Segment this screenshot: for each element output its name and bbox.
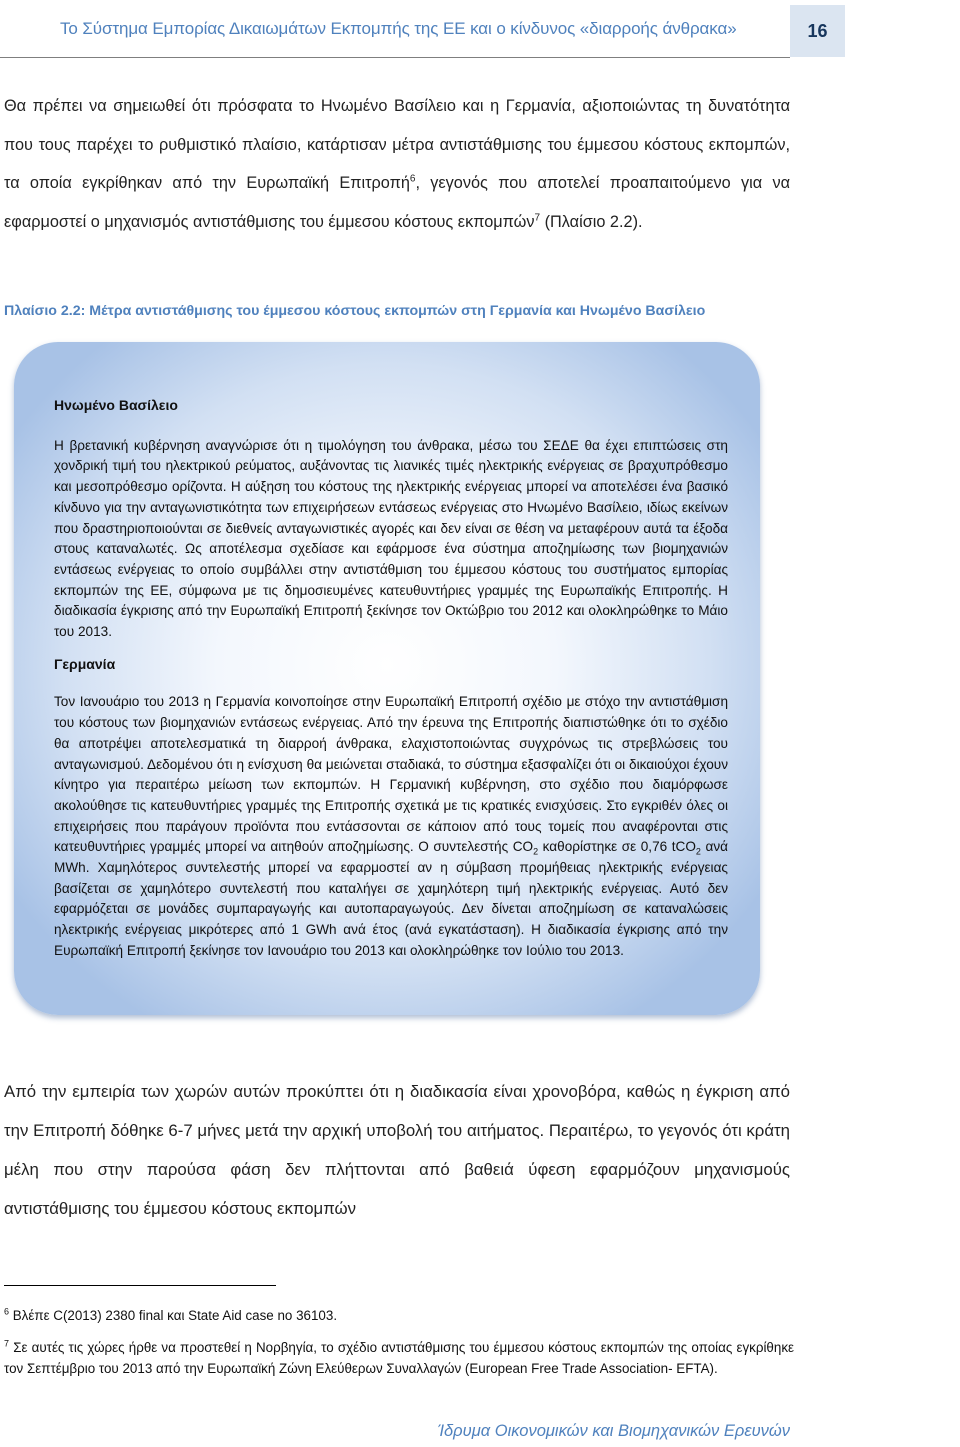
footnote-ref-6[interactable]: 6 [409,173,416,185]
conclusion-paragraph: Από την εμπειρία των χωρών αυτών προκύπτει ότι η διαδικασία είναι χρονοβόρα, καθώς η έγκριση από την Επιτροπή δόθηκε 6-7 μήνες μετά την αρχική υποβολή του αιτήματος. Περαιτέρω, το γεγονός ότι κράτη μέλη που στην παρούσα φάση δεν πλήττονται από βαθειά ύφεση εφαρμόζουν μηχανισμούς αντιστάθμισης του έμμεσου κόστους εκπομπών [4,1082,790,1218]
textbox-content [54,395,728,962]
footnote-6: $^6$ Βλέπε C(2013) 2380 final και State Aid case no 36103. [4,1306,338,1323]
box-caption: Πλαίσιο 2.2: Μέτρα αντιστάθμισης του έμμεσου κόστους εκπομπών στη Γερμανία και Ηνωμένο Βασίλειο [4,303,706,319]
uk-text: Η βρετανική κυβέρνηση αναγνώρισε ότι η τιμολόγηση του άνθρακα, μέσω του ΣΕΔΕ θα έχει επιπτώσεις στη χονδρική τιμή του ηλεκτρικού ρεύματος, αυξάνοντας τις λιανικές τιμές ηλεκτρικής ενέργειας σε βραχυπρόθεσμο και μεσοπρόθεσμο ορίζοντα. Η αύξηση του κόστους της ηλεκτρικής ενέργειας μπορεί να αποτελέσει ένα βασικό κίνδυνο για την ανταγωνιστικότητα των επιχειρήσεων εντάσεως ενέργειας στο Ηνωμένο Βασίλειο, ιδίως εκείνων που δραστηριοποιούνται σε διεθνείς ανταγωνιστικές αγορές και δεν είναι σε θέση να μεταφέρουν αυτά τα έξοδα στους καταναλωτές. Ως αποτέλεσμα σχεδίασε και εφάρμοσε ένα σύστημα αποζημίωσης των βιομηχανιών εντάσεως ενέργειας το οποίο συμβάλλει στην αντιστάθμιση του έμμεσου κόστους του συστήματος εμπορίας εκπομπών της ΕΕ, σύμφωνα με τις δημοσιευμένες κατευθυντήριες γραμμές της Ευρωπαϊκής Επιτροπής. Η διαδικασία έγκρισης από την Ευρωπαϊκή Επιτροπή ξεκίνησε τον Οκτώβριο του 2012 και ολοκληρώθηκε το Μάιο του 2013. [54,437,728,640]
running-header-title: Το Σύστημα Εμπορίας Δικαιωμάτων Εκπομπής της ΕΕ και ο κίνδυνος «διαρροής άνθρακα» [60,19,737,38]
footnote-ref-7[interactable]: 7 [534,212,541,224]
page-number: 16 [790,5,845,57]
germany-text: Τον Ιανουάριο του 2013 η Γερμανία κοινοποίησε στην Ευρωπαϊκή Επιτροπή σχέδιο με στόχο την αντιστάθμιση του κόστους των βιομηχανιών εντάσεως ενέργειας. Από την έρευνα της Επιτροπής διαπιστώθηκε ότι το σχέδιο θα αποτρέψει αποτελεσματικά τη διαρροή άνθρακα, ελαχιστοποιώντας συγχρόνως τις στρεβλώσεις του ανταγωνισμού. Δεδομένου ότι η ενίσχυση θα μειώνεται σταδιακά, το σύστημα εξασφαλίζει ότι οι δικαιούχοι έχουν κίνητρο για περαιτέρω μείωση των εκπομπών. Η Γερμανική κυβέρνηση, στο σχέδιο που διαμόρφωσε ακολούθησε τις κατευθυντήριες γραμμές της Επιτροπής σχετικά με τις κρατικές ενισχύσεις. Στο εγκριθέν όλες οι επιχειρήσεις που παράγουν προϊόντα που εντάσσονται σε κάποιον από τους τομείς που αναφέρονται στις κατευθυντήριες γραμμές μπορεί να αιτηθούν αποζημίωσης. Ο συντελεστής $CO_2$ καθορίστηκε σε 0,76 tCO$_2$ ανά MWh. Χαμηλότερος συντελεστής μπορεί να εφαρμοστεί αν η σύμβαση προμήθειας ηλεκτρικής ενέργειας βασίζεται σε χαμηλότερο συντελεστή που καταλήγει σε χαμηλότερη τιμή ηλεκτρικής ενέργειας. Αυτό δεν εφαρμόζεται σε μονάδες συμπαραγωγής και αυτοπαραγωγούς. Δεν δίνεται αποζημίωση σε καταναλώσεις ηλεκτρικής ενέργειας μικρότερες από 1 GWh ανά έτος (ανά εγκατάσταση). Η διαδικασία έγκρισης από την Ευρωπαϊκή Επιτροπή ξεκίνησε τον Ιανουάριο του 2013 και ολοκληρώθηκε τον Ιούλιο του 2013. [54,694,728,958]
germany-heading: Γερμανία [54,655,116,672]
footer-organization: Ίδρυμα Οικονομικών και Βιομηχανικών Ερευνών [437,1422,790,1440]
header-divider [0,57,790,58]
intro-paragraph: Θα πρέπει να σημειωθεί ότι πρόσφατα το Ηνωμένο Βασίλειο και η Γερμανία, αξιοποιώντας τη δυνατότητα που τους παρέχει το ρυθμιστικό πλαίσιο, κατάρτισαν μέτρα αντιστάθμισης του έμμεσου κόστους εκπομπών, τα οποία εγκρίθηκαν από την Ευρωπαϊκή Επιτροπή$^6$, γεγονός που αποτελεί προαπαιτούμενο για να εφαρμοστεί ο μηχανισμός αντιστάθμισης του έμμεσου κόστους εκπομπών$^7$ (Πλαίσιο 2.2). [4,97,790,231]
footnote-7: $^7$ Σε αυτές τις χώρες ήρθε να προστεθεί η Νορβηγία, το σχέδιο αντιστάθμισης του έμμεσου κόστους εκπομπών της οποίας εγκρίθηκε τον Σεπτέμβριο του 2013 από την Ευρωπαϊκή Ζώνη Ελεύθερων Συναλλαγών (European Free Trade Association- EFTA). [4,1338,794,1376]
uk-heading: Ηνωμένο Βασίλειο [54,397,178,413]
footnote-divider [4,1285,276,1286]
